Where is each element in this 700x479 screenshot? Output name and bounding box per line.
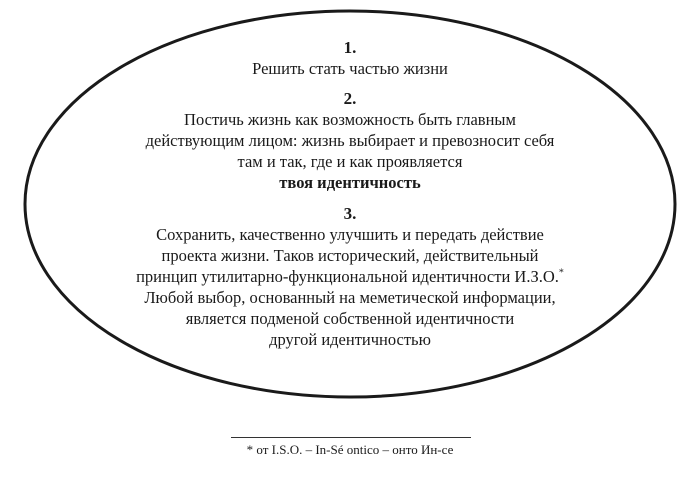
section-3-number: 3. — [343, 204, 357, 223]
ellipse-diagram — [22, 8, 678, 400]
section-2-line-3: там и так, где и как проявляется — [237, 152, 463, 171]
section-1-line: Решить стать частью жизни — [252, 59, 448, 78]
section-2-emphasis: твоя идентичность — [279, 173, 421, 192]
section-2-line-1: Постичь жизнь как возможность быть главным — [184, 110, 516, 129]
section-3-line-3 — [22, 267, 678, 287]
section-2-number: 2. — [343, 89, 357, 108]
section-3-line-5: является подменой собственной идентичности — [185, 309, 515, 328]
footnote-marker: * — [558, 267, 564, 279]
section-3-line-1: Сохранить, качественно улучшить и передать действие — [156, 225, 544, 244]
section-3-line-6: другой идентичностью — [269, 330, 431, 349]
section-3-line-3-text: принцип утилитарно-функциональной идентичности И.З.О. — [136, 267, 559, 286]
section-3-line-4: Любой выбор, основанный на меметической информации, — [144, 288, 556, 307]
footnote: * от I.S.O. – In-Sé ontico – онто Ин-се — [246, 442, 454, 457]
section-2-line-2: действующим лицом: жизнь выбирает и превозносит себя — [145, 131, 555, 150]
section-3-line-2: проекта жизни. Таков исторический, действительный — [161, 246, 539, 265]
footnote-divider — [231, 437, 471, 438]
section-1-number: 1. — [343, 38, 357, 57]
